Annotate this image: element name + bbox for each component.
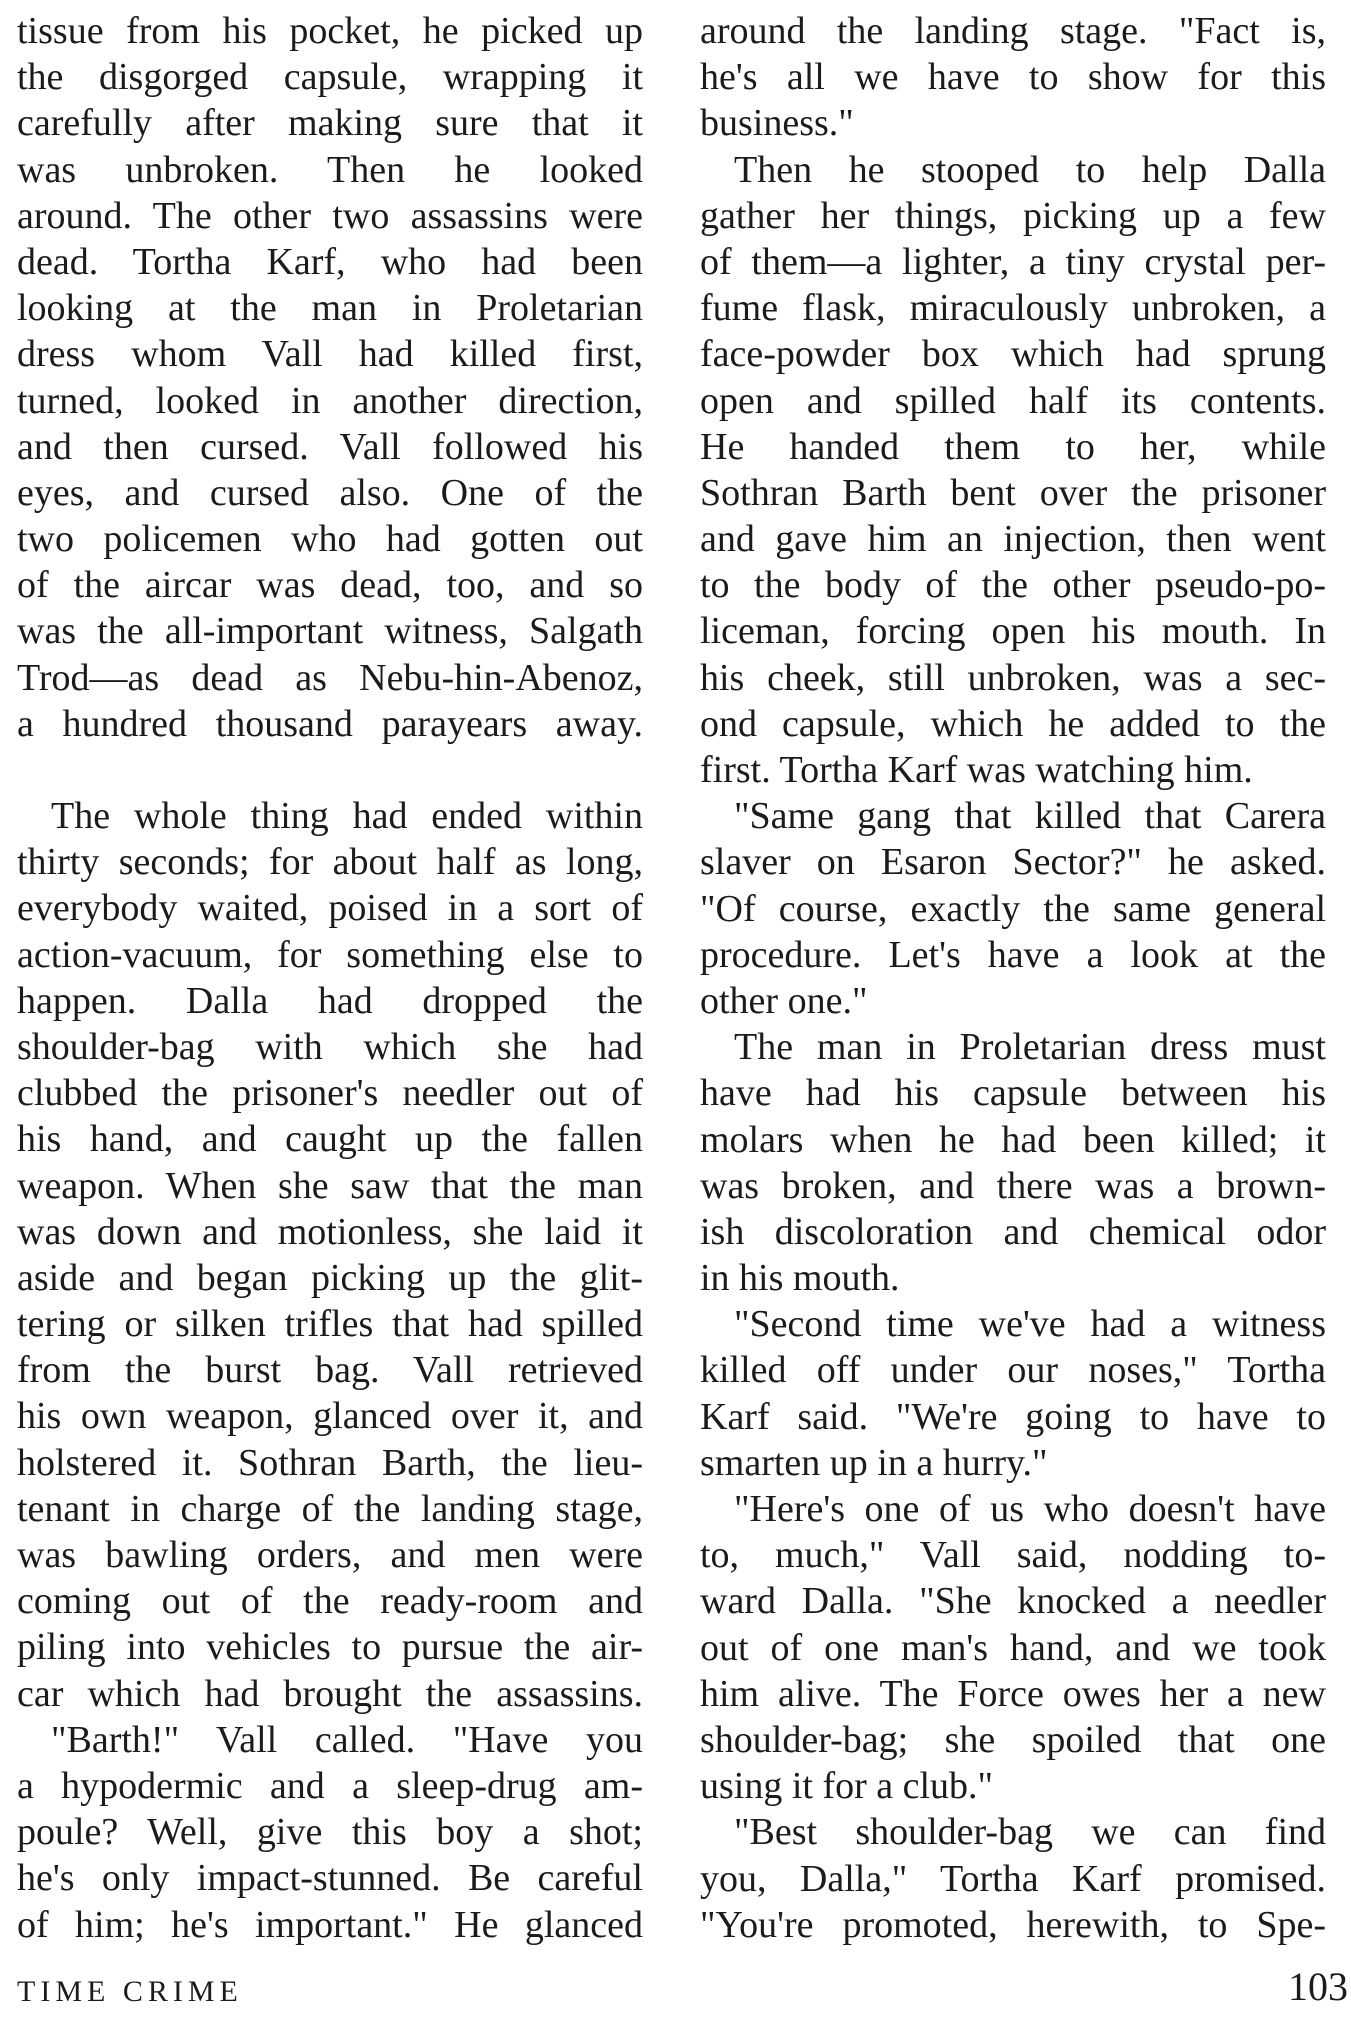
text-line: around the landing stage. "Fact is, bbox=[700, 10, 1326, 52]
text-line: carefully after making sure that it bbox=[17, 102, 643, 145]
text-line: slaver on Esaron Sector?" he asked. bbox=[700, 841, 1326, 884]
text-line: of the aircar was dead, too, and so bbox=[17, 564, 643, 607]
text-line: out of one man's hand, and we took bbox=[700, 1626, 1326, 1669]
text-line: "Second time we've had a witness bbox=[734, 1303, 1326, 1346]
text-line: "Barth!" Vall called. "Have you bbox=[51, 1718, 643, 1761]
text-line: Then he stooped to help Dalla bbox=[734, 148, 1326, 191]
text-line: was the all-important witness, Salgath bbox=[17, 610, 643, 653]
text-line: gather her things, picking up a few bbox=[700, 194, 1326, 237]
text-line: Trod—as dead as Nebu-hin-Abenoz, bbox=[17, 656, 643, 699]
text-line: to, much," Vall said, nodding to- bbox=[700, 1534, 1326, 1577]
text-line: holstered it. Sothran Barth, the lieu- bbox=[17, 1441, 643, 1484]
text-line: turned, looked in another direction, bbox=[17, 379, 643, 422]
text-line: happen. Dalla had dropped the bbox=[17, 979, 643, 1022]
text-line: looking at the man in Proletarian bbox=[17, 287, 643, 330]
right-column bbox=[700, 8, 1326, 1948]
text-line: eyes, and cursed also. One of the bbox=[17, 471, 643, 514]
text-line: shoulder-bag; she spoiled that one bbox=[700, 1718, 1326, 1761]
text-line: you, Dalla," Tortha Karf promised. bbox=[700, 1857, 1326, 1900]
text-line: to the body of the other pseudo-po- bbox=[700, 564, 1326, 607]
text-line: and then cursed. Vall followed his bbox=[17, 425, 643, 468]
text-line: smarten up in a hurry." bbox=[700, 1441, 1048, 1484]
text-line: dead. Tortha Karf, who had been bbox=[17, 240, 643, 283]
text-line: him alive. The Force owes her a new bbox=[700, 1672, 1326, 1715]
text-line: was unbroken. Then he looked bbox=[17, 148, 643, 191]
text-line: other one." bbox=[700, 979, 868, 1022]
text-line: open and spilled half its contents. bbox=[700, 379, 1326, 422]
text-line: the disgorged capsule, wrapping it bbox=[17, 56, 643, 99]
text-line: two policemen who had gotten out bbox=[17, 518, 643, 561]
text-line: weapon. When she saw that the man bbox=[17, 1164, 643, 1207]
text-line: from the burst bag. Vall retrieved bbox=[17, 1349, 643, 1392]
text-line: "Same gang that killed that Carera bbox=[734, 795, 1326, 838]
text-line: "Best shoulder-bag we can find bbox=[734, 1811, 1326, 1854]
text-line: Sothran Barth bent over the prisoner bbox=[700, 471, 1326, 514]
text-line: he's all we have to show for this bbox=[700, 56, 1326, 99]
text-line: ond capsule, which he added to the bbox=[700, 702, 1326, 745]
text-line: liceman, forcing open his mouth. In bbox=[700, 610, 1326, 653]
text-line: poule? Well, give this boy a shot; bbox=[17, 1811, 643, 1854]
text-line: he's only impact-stunned. Be careful bbox=[17, 1857, 643, 1900]
text-line: business." bbox=[700, 102, 854, 145]
text-line: shoulder-bag with which she had bbox=[17, 1025, 643, 1068]
text-line: clubbed the prisoner's needler out of bbox=[17, 1072, 643, 1115]
text-line: dress whom Vall had killed first, bbox=[17, 333, 643, 376]
text-line: Karf said. "We're going to have to bbox=[700, 1395, 1326, 1438]
text-line: face-powder box which had sprung bbox=[700, 333, 1326, 376]
text-line: and gave him an injection, then went bbox=[700, 518, 1326, 561]
text-line: action-vacuum, for something else to bbox=[17, 933, 643, 976]
text-line: car which had brought the assassins. bbox=[17, 1672, 643, 1715]
text-line: The whole thing had ended within bbox=[51, 795, 643, 837]
text-line: "You're promoted, herewith, to Spe- bbox=[700, 1903, 1326, 1946]
text-line: He handed them to her, while bbox=[700, 425, 1326, 468]
text-line: ward Dalla. "She knocked a needler bbox=[700, 1580, 1326, 1623]
text-line: a hundred thousand parayears away. bbox=[17, 702, 643, 745]
left-column bbox=[17, 8, 643, 1948]
text-line: a hypodermic and a sleep-drug am- bbox=[17, 1764, 643, 1807]
text-line: killed off under our noses," Tortha bbox=[700, 1349, 1326, 1392]
text-line: his own weapon, glanced over it, and bbox=[17, 1395, 643, 1438]
text-line: fume flask, miraculously unbroken, a bbox=[700, 287, 1326, 330]
paragraph-gap bbox=[17, 747, 643, 793]
text-line: thirty seconds; for about half as long, bbox=[17, 841, 643, 884]
text-line: was broken, and there was a brown- bbox=[700, 1164, 1326, 1207]
text-line: first. Tortha Karf was watching him. bbox=[700, 749, 1253, 791]
text-line: The man in Proletarian dress must bbox=[734, 1026, 1326, 1069]
text-line: in his mouth. bbox=[700, 1257, 900, 1300]
text-line: of him; he's important." He glanced bbox=[17, 1903, 643, 1946]
text-line: his hand, and caught up the fallen bbox=[17, 1118, 643, 1161]
text-line: tering or silken trifles that had spilled bbox=[17, 1303, 643, 1346]
text-line: was down and motionless, she laid it bbox=[17, 1210, 643, 1253]
text-line: "Here's one of us who doesn't have bbox=[734, 1488, 1326, 1530]
text-line: procedure. Let's have a look at the bbox=[700, 933, 1326, 976]
text-line: aside and began picking up the glit- bbox=[17, 1256, 643, 1299]
text-line: ish discoloration and chemical odor bbox=[700, 1210, 1326, 1253]
text-line: "Of course, exactly the same general bbox=[700, 887, 1326, 930]
text-line: of them—a lighter, a tiny crystal per- bbox=[700, 240, 1326, 283]
page-number: 103 bbox=[1288, 1964, 1348, 2009]
text-line: tissue from his pocket, he picked up bbox=[17, 10, 643, 52]
text-line: everybody waited, poised in a sort of bbox=[17, 887, 643, 930]
text-line: using it for a club." bbox=[700, 1765, 994, 1808]
text-line: was bawling orders, and men were bbox=[17, 1534, 643, 1576]
text-line: around. The other two assassins were bbox=[17, 194, 643, 237]
text-line: have had his capsule between his bbox=[700, 1072, 1326, 1115]
text-line: coming out of the ready-room and bbox=[17, 1580, 643, 1623]
text-line: tenant in charge of the landing stage, bbox=[17, 1487, 643, 1530]
text-line: piling into vehicles to pursue the air- bbox=[17, 1626, 643, 1669]
text-line: molars when he had been killed; it bbox=[700, 1118, 1326, 1161]
text-line: his cheek, still unbroken, was a sec- bbox=[700, 656, 1326, 699]
running-title: TIME CRIME bbox=[17, 1975, 243, 2008]
